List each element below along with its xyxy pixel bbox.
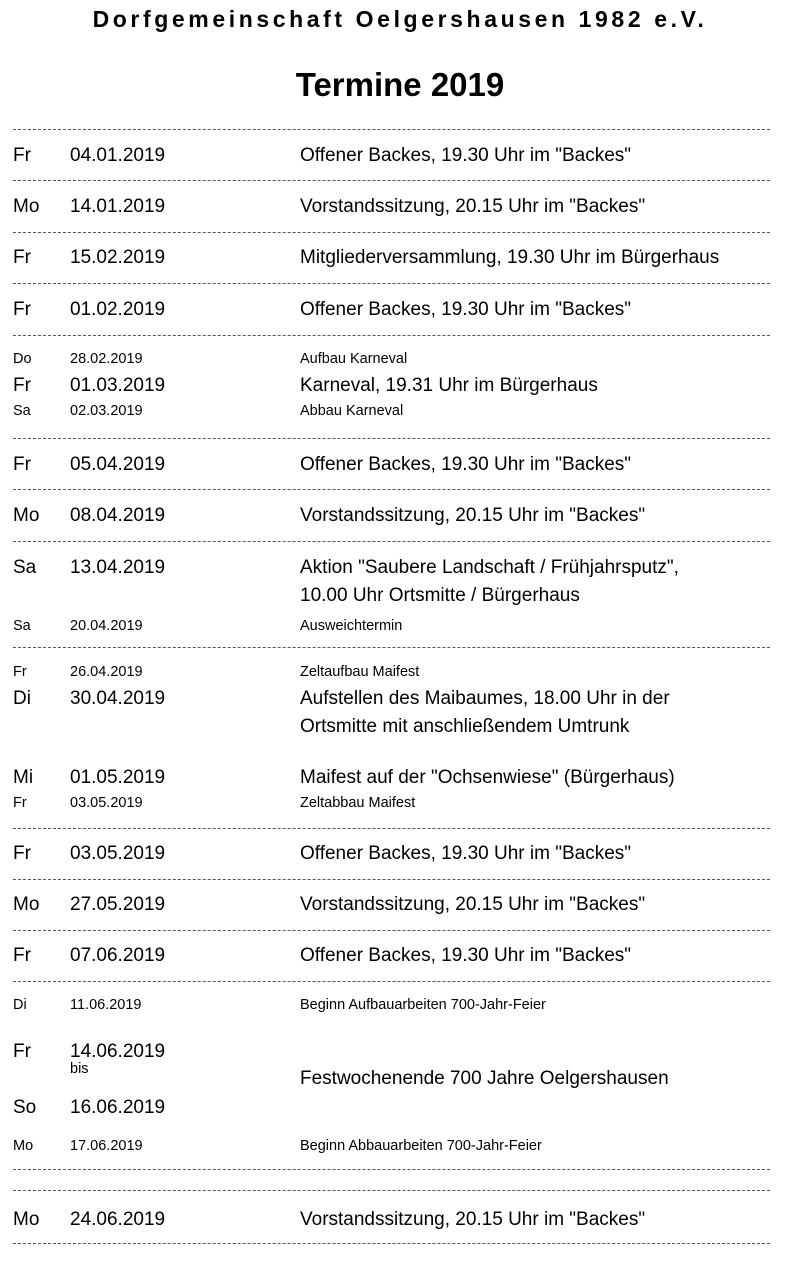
page-title: Termine 2019 (295, 66, 505, 103)
dashed-separator (13, 541, 770, 542)
entry-description: 10.00 Uhr Ortsmitte / Bürgerhaus (300, 585, 580, 606)
entry-weekday: Fr (13, 1041, 31, 1062)
entry-description: Beginn Abbauarbeiten 700-Jahr-Feier (300, 1138, 542, 1154)
entry-description: Aktion "Saubere Landschaft / Frühjahrsputz", (300, 557, 679, 578)
entry-weekday: Fr (13, 299, 31, 320)
dashed-separator (13, 1169, 770, 1170)
entry-date: 01.02.2019 (70, 299, 166, 320)
entry-description: Vorstandssitzung, 20.15 Uhr im "Backes" (300, 1209, 646, 1230)
dashed-separator (13, 930, 770, 931)
dashed-separator (13, 489, 770, 490)
entry-description: Offener Backes, 19.30 Uhr im "Backes" (300, 843, 632, 864)
entry-weekday: Fr (13, 843, 31, 864)
entry-date: 03.05.2019 (70, 843, 166, 864)
entry-weekday: Sa (13, 618, 31, 634)
entry-weekday: Mo (13, 1209, 40, 1230)
entry-description: Offener Backes, 19.30 Uhr im "Backes" (300, 299, 632, 320)
entry-weekday: Di (13, 997, 27, 1013)
dashed-separator (13, 828, 770, 829)
dashed-separator (13, 129, 770, 130)
entry-weekday: Fr (13, 795, 27, 811)
entry-date: 27.05.2019 (70, 894, 166, 915)
entry-description: Offener Backes, 19.30 Uhr im "Backes" (300, 145, 632, 166)
entry-date: 24.06.2019 (70, 1209, 166, 1230)
dashed-separator (13, 180, 770, 181)
entry-date: 26.04.2019 (70, 664, 143, 680)
dashed-separator (13, 335, 770, 336)
entry-weekday: So (13, 1097, 37, 1118)
dashed-separator (13, 1243, 770, 1244)
dashed-separator (13, 1190, 770, 1191)
entry-date: 16.06.2019 (70, 1097, 166, 1118)
entry-description: Ausweichtermin (300, 618, 403, 634)
entry-weekday: Mo (13, 505, 40, 526)
entry-date: 14.06.2019 (70, 1041, 166, 1062)
entry-date: 11.06.2019 (70, 997, 142, 1013)
entry-date: 17.06.2019 (70, 1138, 143, 1154)
entry-weekday: Fr (13, 454, 31, 475)
entry-weekday: Mi (13, 767, 34, 788)
entry-date: 02.03.2019 (70, 403, 143, 419)
entry-date: 13.04.2019 (70, 557, 166, 578)
entry-date: 20.04.2019 (70, 618, 143, 634)
entry-weekday: Mo (13, 196, 40, 217)
entry-date: 15.02.2019 (70, 247, 166, 268)
dashed-separator (13, 647, 770, 648)
entry-date: 05.04.2019 (70, 454, 166, 475)
entry-date: 01.05.2019 (70, 767, 166, 788)
dashed-separator (13, 232, 770, 233)
entry-date: 28.02.2019 (70, 351, 143, 367)
entry-weekday: Fr (13, 945, 31, 966)
entry-weekday: Fr (13, 664, 27, 680)
entry-date: 07.06.2019 (70, 945, 166, 966)
entry-description: Vorstandssitzung, 20.15 Uhr im "Backes" (300, 894, 646, 915)
entry-description: Zeltabbau Maifest (300, 795, 416, 811)
dashed-separator (13, 283, 770, 284)
entry-description: Vorstandssitzung, 20.15 Uhr im "Backes" (300, 505, 646, 526)
entry-description: Abbau Karneval (300, 403, 404, 419)
entry-weekday: Fr (13, 247, 31, 268)
entry-weekday: Fr (13, 145, 31, 166)
entry-description: Beginn Aufbauarbeiten 700-Jahr-Feier (300, 997, 546, 1013)
entry-weekday: Sa (13, 403, 31, 419)
entry-description: Festwochenende 700 Jahre Oelgershausen (300, 1068, 669, 1089)
entry-date: 14.01.2019 (70, 196, 166, 217)
entry-description: Zeltaufbau Maifest (300, 664, 420, 680)
entry-date: 01.03.2019 (70, 375, 166, 396)
organization-name: Dorfgemeinschaft Oelgershausen 1982 e.V. (92, 6, 708, 32)
entry-weekday: Sa (13, 557, 37, 578)
dashed-separator (13, 981, 770, 982)
entry-date: 03.05.2019 (70, 795, 143, 811)
entry-date: 04.01.2019 (70, 145, 166, 166)
dashed-separator (13, 438, 770, 439)
entry-description: Mitgliederversammlung, 19.30 Uhr im Bürgerhaus (300, 247, 720, 268)
entry-description: Maifest auf der "Ochsenwiese" (Bürgerhaus) (300, 767, 675, 788)
entry-weekday: Mo (13, 1138, 34, 1154)
entry-weekday: Mo (13, 894, 40, 915)
entry-date: bis (70, 1061, 89, 1077)
entry-description: Karneval, 19.31 Uhr im Bürgerhaus (300, 375, 598, 396)
entry-description: Ortsmitte mit anschließendem Umtrunk (300, 716, 630, 737)
entry-description: Offener Backes, 19.30 Uhr im "Backes" (300, 945, 632, 966)
entry-weekday: Do (13, 351, 32, 367)
dashed-separator (13, 879, 770, 880)
entry-weekday: Fr (13, 375, 31, 396)
entry-date: 08.04.2019 (70, 505, 166, 526)
entry-description: Vorstandssitzung, 20.15 Uhr im "Backes" (300, 196, 646, 217)
entry-description: Aufstellen des Maibaumes, 18.00 Uhr in der (300, 688, 670, 709)
entry-description: Offener Backes, 19.30 Uhr im "Backes" (300, 454, 632, 475)
entry-weekday: Di (13, 688, 31, 709)
entry-date: 30.04.2019 (70, 688, 166, 709)
entry-description: Aufbau Karneval (300, 351, 408, 367)
